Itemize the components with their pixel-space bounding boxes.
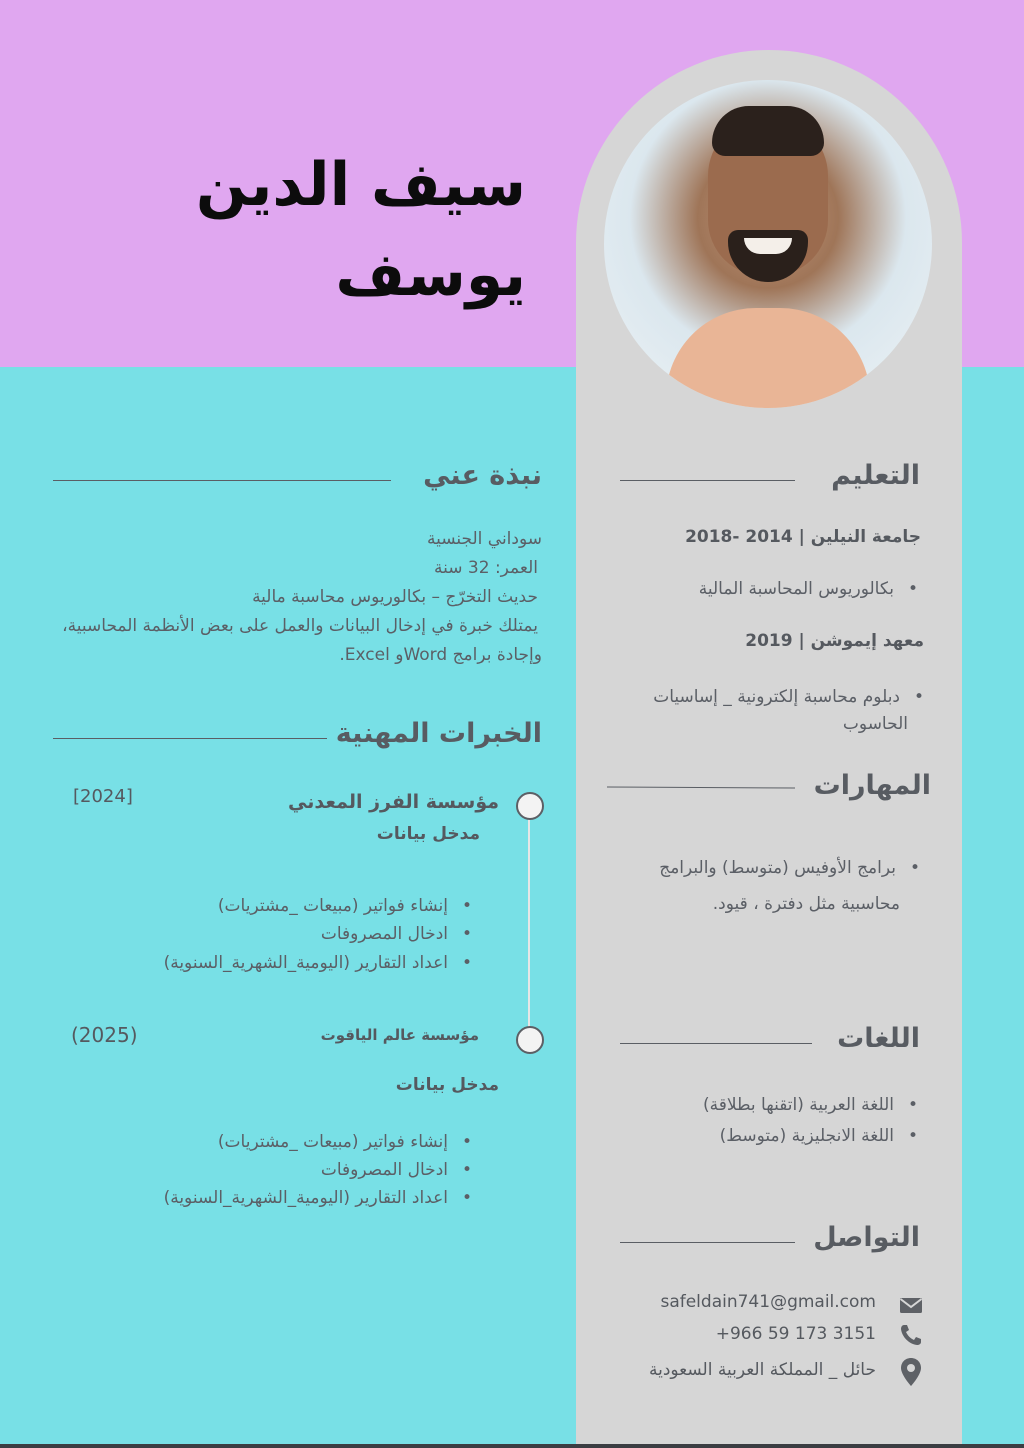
- language-item: • اللغة الانجليزية (متوسط): [703, 1121, 920, 1152]
- education-detail: • دبلوم محاسبة إلكترونية _ إساسيات: [653, 683, 926, 711]
- experience-rule: [53, 738, 327, 739]
- job-company: مؤسسة الفرز المعدني: [288, 791, 499, 813]
- skill-item: • برامج الأوفيس (متوسط) والبرامج: [659, 858, 922, 878]
- contact-rule: [620, 1242, 795, 1243]
- skills-heading: المهارات: [813, 770, 931, 801]
- education-detail-continued: الحاسوب: [842, 714, 908, 734]
- job-role: مدخل بيانات: [376, 824, 480, 844]
- contact-location: حائل _ المملكة العربية السعودية: [648, 1360, 876, 1380]
- job-task: • ادخال المصروفات: [164, 1156, 474, 1184]
- language-item: • اللغة العربية (اتقنها بطلاقة): [703, 1090, 920, 1121]
- education-title: جامعة النيلين | 2014 -2018: [685, 527, 921, 547]
- job-task: • ادخال المصروفات: [164, 920, 474, 949]
- candidate-name: سيف الدين يوسف: [195, 150, 526, 310]
- job-year: [2024]: [73, 786, 133, 807]
- contact-email[interactable]: safeldain741@gmail.com: [660, 1292, 876, 1312]
- timeline-dot: [516, 1026, 544, 1054]
- timeline-line: [528, 818, 530, 1028]
- about-line: العمر: 32 سنة: [434, 558, 538, 578]
- skills-list: [659, 858, 922, 878]
- phone-icon: [898, 1322, 924, 1348]
- profile-photo: [604, 80, 932, 408]
- about-heading: نبذة عني: [423, 460, 542, 491]
- about-line: سوداني الجنسية: [426, 529, 542, 549]
- education-heading: التعليم: [831, 460, 920, 491]
- contact-heading: التواصل: [813, 1222, 920, 1253]
- skill-item-continued: محاسبية مثل دفترة ، قيود.: [712, 894, 900, 914]
- job-task: • اعداد التقارير (اليومية_الشهرية_السنوية): [164, 949, 474, 978]
- languages-heading: اللغات: [837, 1023, 920, 1054]
- job-task: • إنشاء فواتير (مبيعات _مشتريات): [164, 1128, 474, 1156]
- job-task-list: [164, 892, 474, 978]
- location-pin-icon: [898, 1357, 924, 1387]
- education-details: [653, 683, 926, 711]
- education-detail: • بكالوريوس المحاسبة المالية: [699, 579, 920, 599]
- job-company: مؤسسة عالم الياقوت: [320, 1026, 479, 1044]
- contact-phone[interactable]: +966 59 173 3151: [715, 1324, 876, 1344]
- languages-rule: [620, 1043, 812, 1044]
- education-rule: [620, 480, 795, 481]
- mail-icon: [898, 1292, 924, 1318]
- job-task: • إنشاء فواتير (مبيعات _مشتريات): [164, 892, 474, 920]
- about-line: حديث التخرّج – بكالوريوس محاسبة مالية: [252, 587, 538, 607]
- about-line: يمتلك خبرة في إدخال البيانات والعمل على بعض الأنظمة المحاسبية،: [62, 616, 538, 636]
- languages-list: [703, 1090, 920, 1152]
- bottom-border: [0, 1444, 1024, 1448]
- education-title: معهد إيموشن | 2019: [745, 631, 924, 651]
- about-line: وإجادة برامج Wordو Excel.: [339, 645, 542, 665]
- timeline-dot: [516, 792, 544, 820]
- experience-heading: الخبرات المهنية: [335, 718, 542, 749]
- job-role: مدخل بيانات: [395, 1075, 499, 1095]
- job-task-list: [164, 1128, 474, 1212]
- job-task: • اعداد التقارير (اليومية_الشهرية_السنوية): [164, 1184, 474, 1212]
- about-rule: [53, 480, 391, 481]
- about-text: [62, 525, 542, 670]
- education-details: [699, 579, 920, 599]
- job-year: (2025): [71, 1023, 138, 1047]
